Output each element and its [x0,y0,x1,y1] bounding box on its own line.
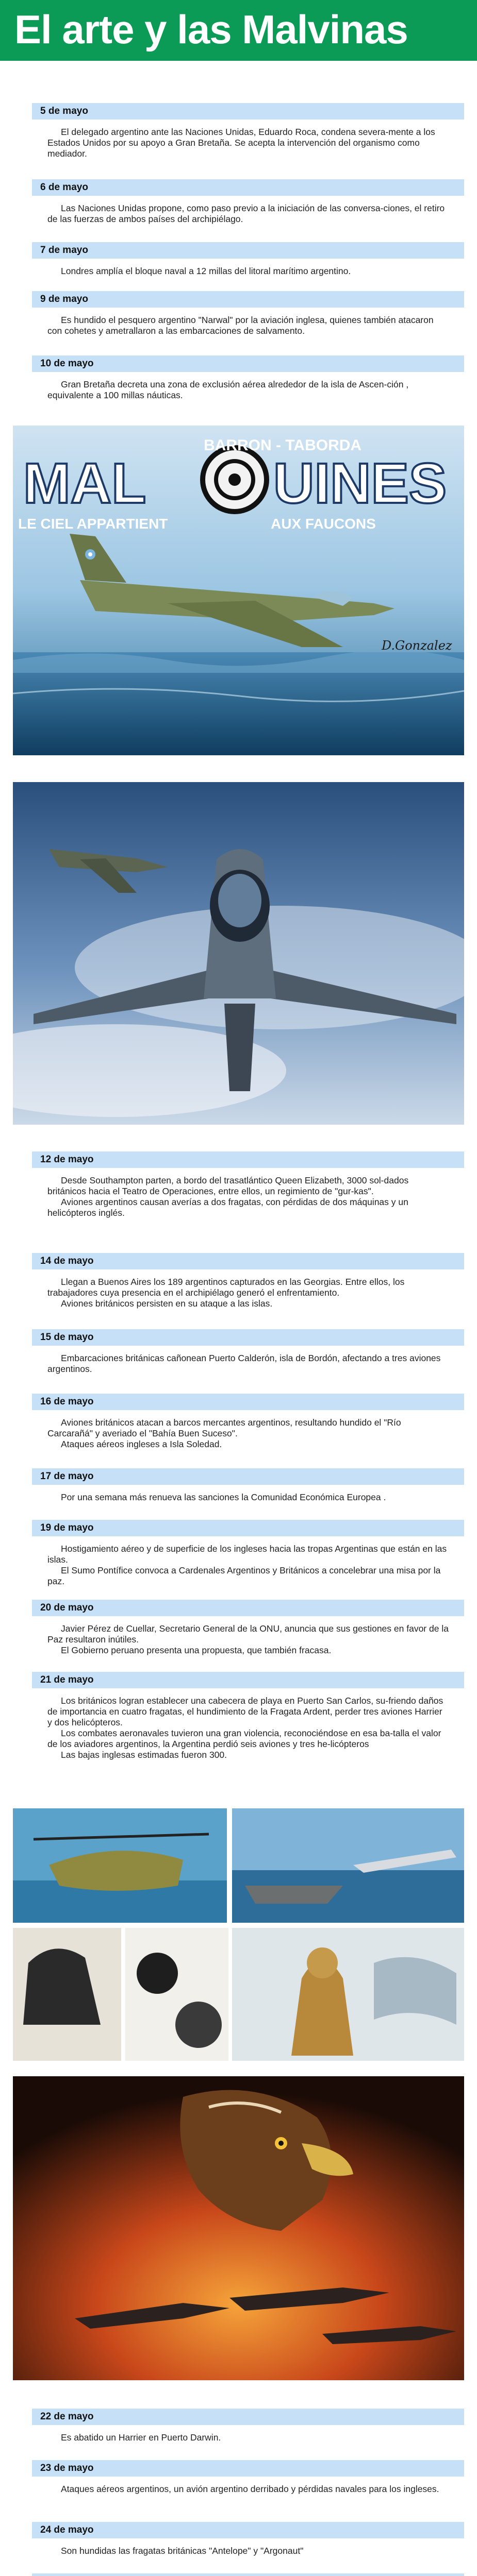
entry-24-mayo [32,2522,464,2556]
entry-date: 6 de mayo [32,179,464,196]
entry-9-mayo [32,291,464,336]
entry-6-mayo [32,179,464,225]
entry-paragraph: Las Naciones Unidas propone, como paso previo a la iniciación de las conversa-ciones, el retiro de las fuerzas de ambos países del archipiélago. [47,203,445,224]
entry-date: 16 de mayo [32,1394,464,1410]
cover-signature: D.Gonzalez [382,638,452,653]
entry-text [32,1688,464,1760]
entry-paragraph: Londres amplía el bloque naval a 12 millas del litoral marítimo argentino. [61,266,351,276]
entry-paragraph: Embarcaciones británicas cañonean Puerto Calderón, isla de Bordón, afectando a tres aviones argentinos. [47,1353,441,1374]
entry-paragraph: Ataques aéreos argentinos, un avión argentino derribado y pérdidas navales para los ingleses. [61,2484,439,2494]
cover-title-right: UINES [273,452,447,515]
entry-text [32,1168,464,1218]
entry-19-mayo [32,1520,464,1587]
entry-date: 15 de mayo [32,1329,464,1346]
entry-7-mayo [32,242,464,277]
entry-22-mayo [32,2409,464,2443]
entry-paragraph: Aviones británicos persisten en su ataque a las islas. [61,1298,273,1309]
entry-paragraph: Aviones argentinos causan averías a dos fragatas, con pérdidas de dos máquinas y un helicópteros inglés. [47,1197,408,1218]
entry-date: 9 de mayo [32,291,464,308]
entry-date [32,2573,464,2576]
entry-17-mayo [32,1468,464,1503]
entry-paragraph: Ataques aéreos ingleses a Isla Soledad. [61,1439,222,1449]
entry-paragraph: El Sumo Pontífice convoca a Cardenales Argentinos y Británicos a concelebrar una misa por la paz. [47,1565,441,1586]
cover-authors: BARRON - TABORDA [204,437,362,454]
entry-paragraph: El Gobierno peruano presenta una propuesta, que también fracasa. [61,1645,332,1655]
cover-subtitle-right: AUX FAUCONS [271,516,376,532]
entry-text [32,1410,464,1450]
entry-text [32,120,464,159]
entry-date: 21 de mayo [32,1672,464,1688]
comic-collage-image [13,1808,464,2061]
entry-date: 19 de mayo [32,1520,464,1536]
entry-15-mayo [32,1329,464,1375]
entry-20-mayo [32,1600,464,1656]
header-banner [0,0,477,61]
entry-21-mayo [32,1672,464,1760]
entry-date: 24 de mayo [32,2522,464,2538]
entry-paragraph: Desde Southampton parten, a bordo del trasatlántico Queen Elizabeth, 3000 sol-dados británicos hacia el Teatro de Operaciones, entre ellos, un regimiento de "gur-kas". [47,1175,409,1196]
entry-text [32,2477,464,2495]
entry-date: 14 de mayo [32,1253,464,1269]
page-title: El arte y las Malvinas [14,7,408,52]
entry-12-mayo [32,1151,464,1218]
entry-text [32,372,464,401]
entry-paragraph: Las bajas inglesas estimadas fueron 300. [61,1750,227,1760]
comic-cover-image [13,426,464,755]
entry-10-mayo [32,355,464,401]
entry-paragraph: Son hundidas las fragatas británicas "Antelope" y "Argonaut" [61,2546,304,2556]
entry-paragraph: Gran Bretaña decreta una zona de exclusión aérea alrededor de la isla de Ascen-ción , equivalente a 100 millas náuticas. [47,379,409,400]
entry-text [32,1269,464,1309]
entry-text [32,2538,464,2556]
entry-date: 22 de mayo [32,2409,464,2425]
entry-23-mayo [32,2460,464,2495]
entry-paragraph: Es abatido un Harrier en Puerto Darwin. [61,2432,221,2443]
entry-text [32,1346,464,1375]
entry-text [32,1616,464,1656]
entry-date: 7 de mayo [32,242,464,259]
entry-paragraph: El delegado argentino ante las Naciones Unidas, Eduardo Roca, condena severa-mente a los Estados Unidos por su apoyo a Gran Bretaña. Se acepta la intervención del organismo como mediador. [47,127,435,159]
entry-paragraph: Llegan a Buenos Aires los 189 argentinos capturados en las Georgias. Entre ellos, los trabajadores cuya presencia en el archipiélago generó el enfrentamiento. [47,1277,405,1298]
entry-text [32,2425,464,2443]
eagle-painting-illustration [13,2076,464,2380]
entry-date: 23 de mayo [32,2460,464,2477]
entry-paragraph: Los británicos logran establecer una cabecera de playa en Puerto San Carlos, su-friendo daños de importancia en cuatro fragatas, el hundimiento de la Fragata Ardent, perder tres aviones Harrier y dos helicópteros. [47,1696,443,1727]
entry-text [32,259,464,277]
entry-paragraph: Javier Pérez de Cuellar, Secretario General de la ONU, anuncia que sus gestiones en favor de la Paz resultaron inútiles. [47,1623,449,1645]
entry-25-mayo [32,2573,464,2576]
entry-date: 20 de mayo [32,1600,464,1616]
entry-16-mayo [32,1394,464,1450]
entry-text [32,196,464,225]
entry-date: 12 de mayo [32,1151,464,1168]
entry-date: 5 de mayo [32,103,464,120]
entry-text [32,1485,464,1503]
comic-cover-illustration [13,426,464,755]
entry-14-mayo [32,1253,464,1309]
entry-paragraph: Es hundido el pesquero argentino "Narwal" por la aviación inglesa, quienes también atacaron con cohetes y ametrallaron a las embarcaciones de salvamento. [47,315,434,336]
entry-text [32,308,464,336]
entry-text [32,1536,464,1587]
entry-paragraph: Por una semana más renueva las sanciones la Comunidad Económica Europea . [61,1492,386,1502]
jet-painting-illustration [13,782,464,1125]
comic-collage-illustration [13,1808,464,2061]
entry-paragraph: Hostigamiento aéreo y de superficie de los ingleses hacia las tropas Argentinas que están en las islas. [47,1544,447,1565]
entry-5-mayo [32,103,464,159]
cover-title-left: MAL [23,452,146,515]
eagle-painting-image [13,2076,464,2380]
entry-date: 10 de mayo [32,355,464,372]
entry-paragraph: Aviones británicos atacan a barcos mercantes argentinos, resultando hundido el "Río Carcarañá" y averiado el "Bahía Buen Suceso". [47,1417,401,1438]
cover-subtitle-left: LE CIEL APPARTIENT [18,516,168,532]
jet-painting-image [13,782,464,1125]
entry-date: 17 de mayo [32,1468,464,1485]
entry-paragraph: Los combates aeronavales tuvieron una gran violencia, reconociéndose en esa ba-talla el valor de los aviadores argentinos, la Argentina perdió seis aviones y tres he-licópteros [47,1728,441,1749]
